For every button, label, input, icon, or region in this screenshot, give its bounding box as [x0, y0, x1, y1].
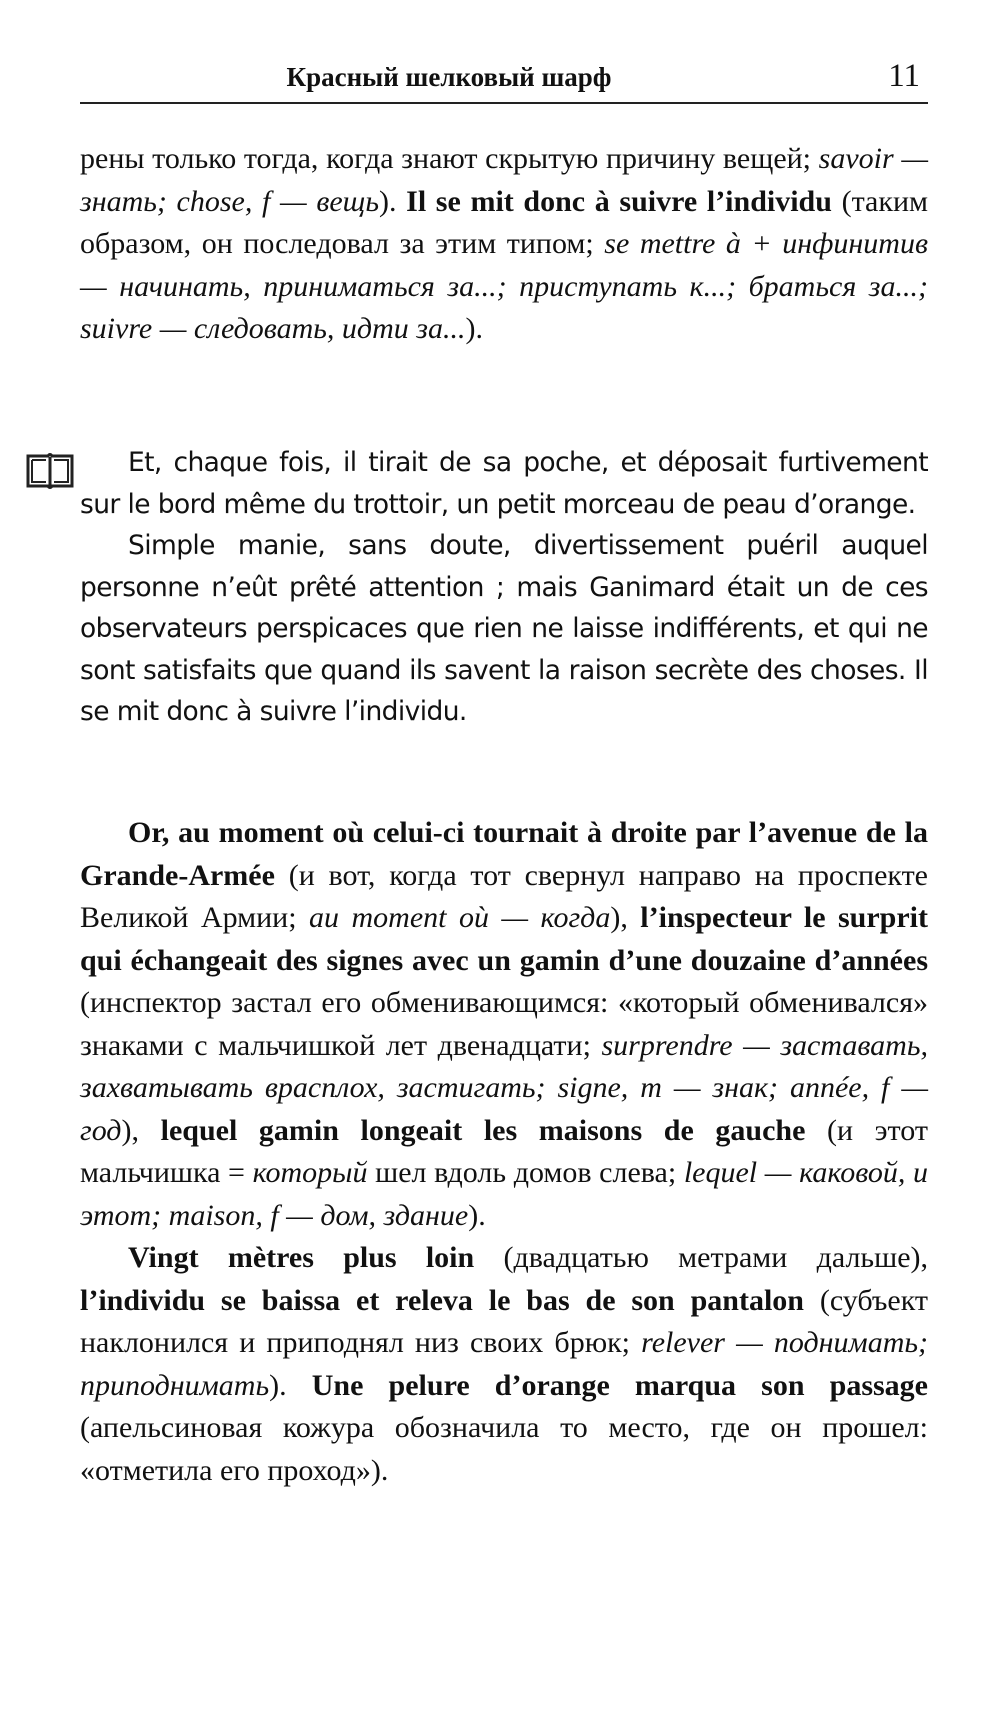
vocab-note: surprendre — заставать, захватывать врасплох, застигать; signe, m — знак; année, f — год [80, 1028, 929, 1147]
translation: (и этот мальчишка = [80, 1113, 928, 1189]
french-phrase: l’inspecteur le surprit qui échangeait des signes avec un gamin d’une douzaine d’années [80, 901, 928, 977]
annotated-paragraph-or [80, 812, 928, 1492]
text-run: ). [465, 312, 483, 345]
french-phrase: Il se mit donc à suivre l’individu [406, 184, 832, 218]
translation: (таким образом, он последовал за этим типом; [80, 184, 928, 260]
translation: (субъект наклонился и приподнял низ своих брюк; [80, 1283, 928, 1359]
french-phrase: Or, au moment où celui-ci tournait à droite par l’avenue de la Grande-Armée [80, 816, 928, 892]
annotated-paragraph-top [80, 138, 928, 351]
book-icon [24, 452, 76, 492]
original-paragraph-2: Simple manie, sans doute, divertissement puéril auquel personne n’eût prêté attention ; mais Ganimard était un de ces observateurs perspicaces que rien ne laisse indifférents, et qui ne sont satisfaits que quand ils savent la raison secrète des choses. Il se mit donc à suivre l’individu. [80, 530, 928, 727]
translation: шел вдоль домов слева; [367, 1156, 684, 1189]
vocab-note: se mettre à + инфинитив — начинать, приниматься за...; приступать к...; браться за...; suivre — следовать, идти за... [80, 227, 928, 345]
chapter-title: Красный шелковый шарф [286, 62, 612, 92]
vocab-note: lequel — каковой, и этот; maison, f — дом, здание [80, 1156, 929, 1232]
french-phrase: Une pelure d’orange marqua son passage [311, 1368, 928, 1402]
page-number: 11 [888, 58, 920, 94]
running-header [80, 56, 928, 104]
vocab-note: au moment où — когда [309, 901, 611, 934]
translation: (и вот, когда тот свернул направо на проспекте Великой Армии; [80, 858, 928, 934]
french-phrase: lequel gamin longeait les maisons de gauche [160, 1113, 806, 1147]
translation: (апельсиновая кожура обозначила то место, где он прошел: «отметила его проход»). [80, 1411, 928, 1487]
original-text-block [80, 442, 928, 733]
vocab-note: savoir — знать; chose, f — вещь [80, 142, 928, 218]
original-paragraph-1: Et, chaque fois, il tirait de sa poche, et déposait furtivement sur le bord même du trottoir, un petit morceau de peau d’orange. [80, 447, 928, 520]
vocab-note: который [252, 1156, 368, 1189]
vocab-note: relever — поднимать; приподнимать [80, 1326, 928, 1402]
text-run: ), [121, 1113, 161, 1147]
translation: (двадцатью метрами дальше), [474, 1241, 929, 1274]
text-run: ). [468, 1198, 486, 1232]
text-run: ). [378, 184, 407, 218]
text-run: ). [269, 1368, 312, 1402]
text-run: рены только тогда, когда знают скрытую причину вещей; [80, 142, 819, 175]
french-phrase: Vingt mètres plus loin [128, 1241, 475, 1274]
text-run: ), [610, 901, 641, 934]
french-phrase: l’individu se baissa et releva le bas de son pantalon [80, 1283, 804, 1317]
translation: (инспектор застал его обменивающимся: «который обменивался» знаками с мальчишкой лет двенадцати; [80, 986, 928, 1062]
